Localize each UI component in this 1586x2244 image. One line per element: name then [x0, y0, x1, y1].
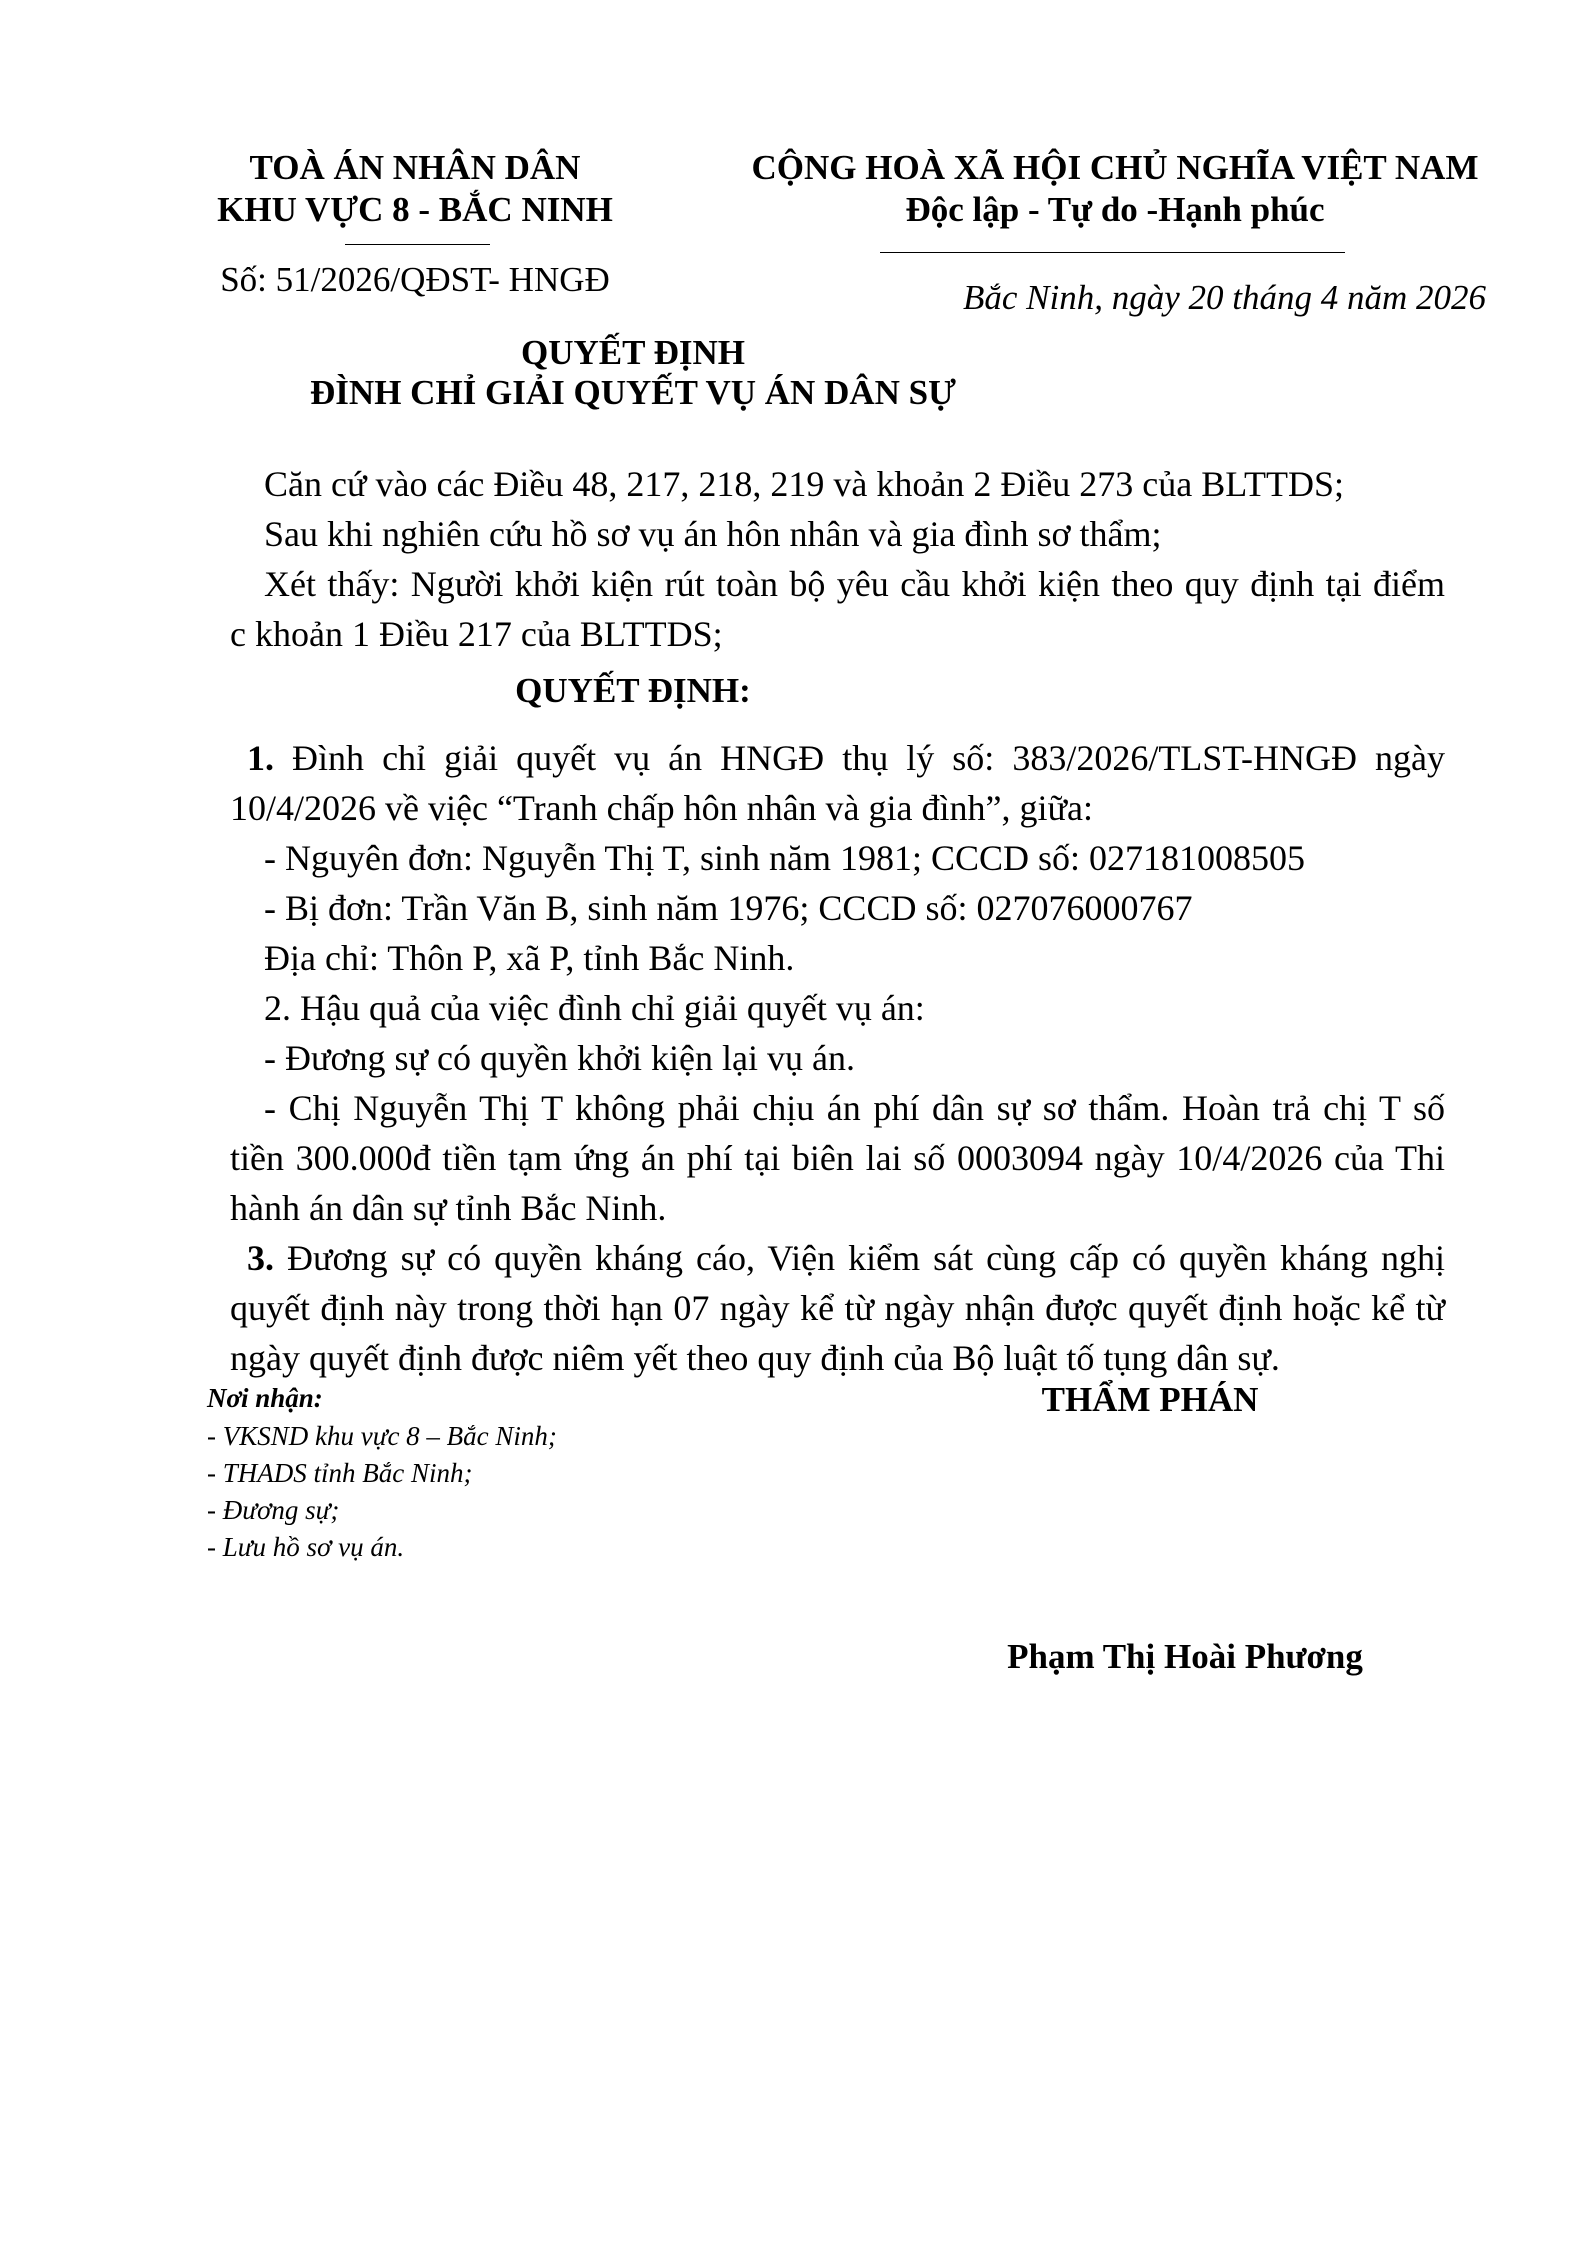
document-number: Số: 51/2026/QĐST- HNGĐ [220, 260, 610, 299]
recipient-item: - Đương sự; [207, 1495, 340, 1525]
decision-item-3-cont: quyết định này trong thời hạn 07 ngày kể từ ngày nhận được quyết định hoặc kể từ [230, 1288, 1445, 1328]
decision-item-2: 2. Hậu quả của việc đình chỉ giải quyết vụ án: [264, 988, 925, 1028]
consequence-b-end: hành án dân sự tỉnh Bắc Ninh. [230, 1188, 667, 1228]
header-divider-right [880, 252, 1345, 253]
decision-item-3-end: ngày quyết định được niêm yết theo quy định của Bộ luật tố tụng dân sự. [230, 1338, 1280, 1378]
preamble-finding: Xét thấy: Người khởi kiện rút toàn bộ yêu cầu khởi kiện theo quy định tại điểm [264, 564, 1445, 604]
item-text: Đình chỉ giải quyết vụ án HNGĐ thụ lý số: 383/2026/TLST-HNGĐ ngày [292, 738, 1445, 778]
address-info: Địa chỉ: Thôn P, xã P, tỉnh Bắc Ninh. [264, 938, 795, 978]
defendant-info: - Bị đơn: Trần Văn B, sinh năm 1976; CCCD số: 027076000767 [264, 888, 1193, 928]
court-region: KHU VỰC 8 - BẮC NINH [217, 190, 613, 229]
decision-item-1-cont: 10/4/2026 về việc “Tranh chấp hôn nhân và gia đình”, giữa: [230, 788, 1093, 828]
title-subject: ĐÌNH CHỈ GIẢI QUYẾT VỤ ÁN DÂN SỰ [310, 373, 956, 412]
preamble-basis: Căn cứ vào các Điều 48, 217, 218, 219 và khoản 2 Điều 273 của BLTTDS; [264, 464, 1344, 504]
title-decision: QUYẾT ĐỊNH [521, 333, 745, 372]
recipient-item: - THADS tỉnh Bắc Ninh; [207, 1458, 473, 1488]
nation-motto: Độc lập - Tự do -Hạnh phúc [905, 190, 1325, 229]
court-name: TOÀ ÁN NHÂN DÂN [249, 148, 581, 187]
item-text: Đương sự có quyền kháng cáo, Viện kiểm sát cùng cấp có quyền kháng nghị [287, 1238, 1446, 1278]
decision-item-1 [247, 733, 1445, 783]
item-number: 3. [247, 1238, 274, 1278]
consequence-a: - Đương sự có quyền khởi kiện lại vụ án. [264, 1038, 855, 1078]
signer-role: THẨM PHÁN [1041, 1380, 1259, 1419]
recipients-heading: Nơi nhận: [207, 1383, 323, 1413]
consequence-b-cont: tiền 300.000đ tiền tạm ứng án phí tại biên lai số 0003094 ngày 10/4/2026 của Thi [230, 1138, 1445, 1178]
nation-title: CỘNG HOÀ XÃ HỘI CHỦ NGHĨA VIỆT NAM [751, 148, 1479, 187]
plaintiff-info: - Nguyên đơn: Nguyễn Thị T, sinh năm 1981; CCCD số: 027181008505 [264, 838, 1306, 878]
recipient-item: - VKSND khu vực 8 – Bắc Ninh; [207, 1421, 557, 1451]
preamble-finding-cont: c khoản 1 Điều 217 của BLTTDS; [230, 614, 723, 654]
decision-item-3 [247, 1233, 1445, 1283]
item-number: 1. [247, 738, 274, 778]
decision-heading: QUYẾT ĐỊNH: [515, 671, 751, 710]
recipient-item: - Lưu hồ sơ vụ án. [207, 1532, 405, 1562]
consequence-b: - Chị Nguyễn Thị T không phải chịu án phí dân sự sơ thẩm. Hoàn trả chị T số [264, 1088, 1445, 1128]
preamble-research: Sau khi nghiên cứu hồ sơ vụ án hôn nhân và gia đình sơ thẩm; [264, 514, 1162, 554]
header-divider-left [345, 244, 490, 245]
signer-name: Phạm Thị Hoài Phương [1007, 1637, 1363, 1676]
document-date: Bắc Ninh, ngày 20 tháng 4 năm 2026 [962, 278, 1486, 317]
